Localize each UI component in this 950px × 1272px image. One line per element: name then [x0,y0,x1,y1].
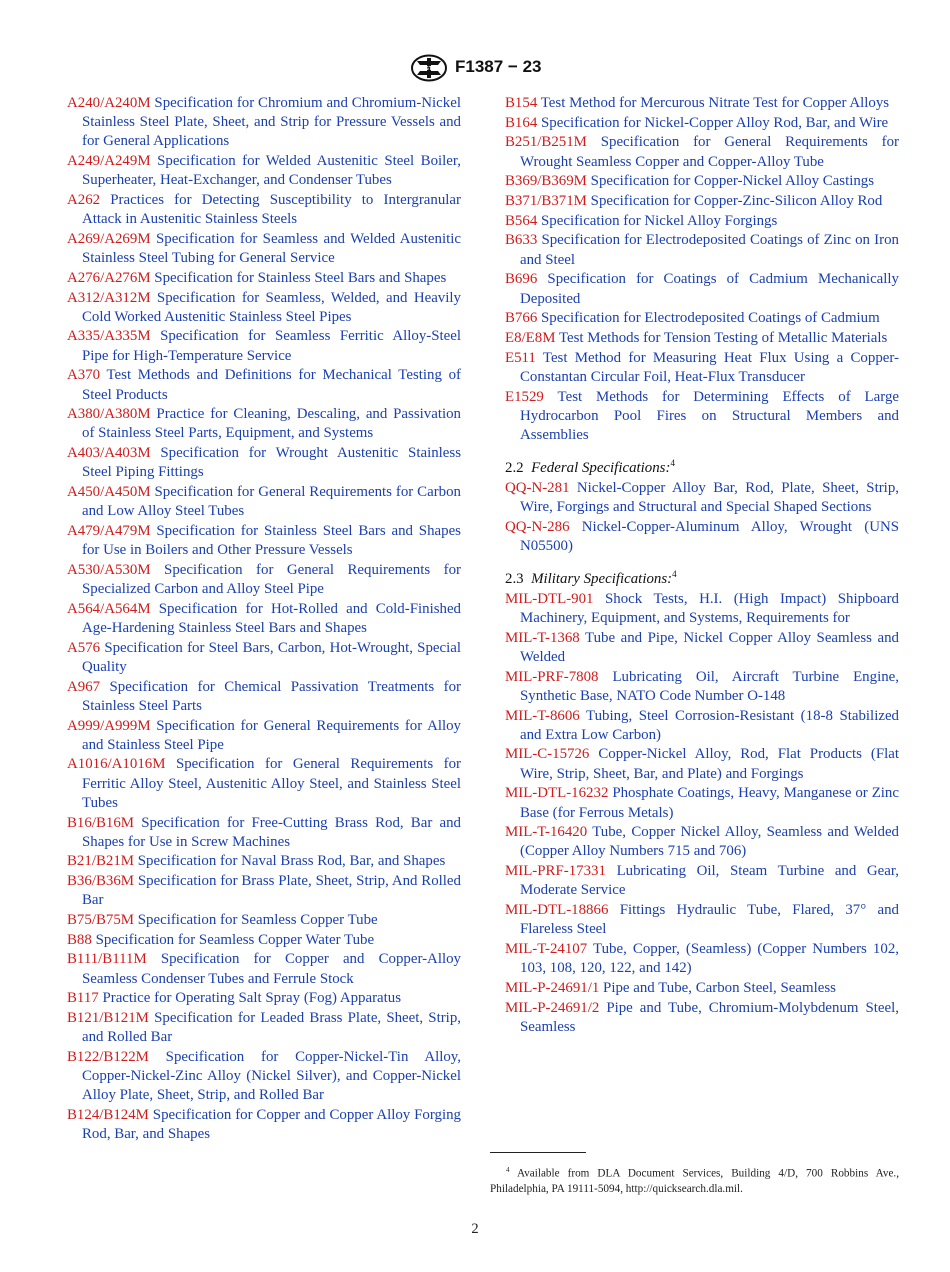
reference-code-link[interactable]: B369/B369M [505,173,587,190]
reference-item [67,289,461,327]
reference-title-link[interactable]: Specification for Electrodeposited Coatings of Zinc on Iron and Steel [520,232,899,268]
reference-item [67,269,461,288]
reference-item [505,707,899,745]
reference-title-link[interactable]: Test Method for Mercurous Nitrate Test for Copper Alloys [540,95,890,111]
reference-code-link[interactable]: MIL-T-8606 [505,707,580,724]
reference-code-link[interactable]: MIL-DTL-16232 [505,785,609,802]
reference-code-link[interactable]: B564 [505,212,538,229]
reference-code-link[interactable]: B75/B75M [67,912,135,929]
reference-item [505,94,899,113]
reference-code-link[interactable]: A999/A999M [67,717,151,734]
reference-title-link[interactable]: Specification for Chemical Passivation Treatments for Stainless Steel Parts [82,678,461,714]
reference-item [67,483,461,521]
reference-code-link[interactable]: QQ-N-286 [505,518,570,535]
reference-title-link[interactable]: Specification for Copper and Copper-Alloy Seamless Condenser Tubes and Ferrule Stock [82,951,461,987]
left-column [67,94,461,1145]
reference-code-link[interactable]: B122/B122M [67,1048,149,1065]
reference-code-link[interactable]: A530/A530M [67,561,151,578]
reference-list-astm-part2 [505,94,899,445]
reference-code-link[interactable]: MIL-T-1368 [505,629,580,646]
reference-code-link[interactable]: A1016/A1016M [67,756,166,773]
reference-code-link[interactable]: A312/A312M [67,289,151,306]
reference-code-link[interactable]: MIL-T-24107 [505,940,588,957]
footnote: $^4$ Available from DLA Document Services, Building 4/D, 700 Robbins Ave., Philadelphia, PA 19111-5094, http://quicksearch.dla.mil. [490,1166,899,1196]
reference-item [505,309,899,328]
reference-item [505,862,899,900]
reference-title-link[interactable]: Test Methods for Determining Effects of Large Hydrocarbon Pool Fires on Structural Members and Assemblies [520,388,899,443]
reference-title-link[interactable]: Test Method for Measuring Heat Flux Using a Copper-Constantan Circular Foil, Heat-Flux Transducer [520,349,899,385]
reference-title-link[interactable]: Specification for Electrodeposited Coatings of Cadmium [541,310,880,327]
reference-title-link[interactable]: Tubing, Steel Corrosion-Resistant (18-8 Stabilized and Extra Low Carbon) [520,707,899,743]
reference-item [505,668,899,706]
reference-code-link[interactable]: B111/B111M [67,951,147,968]
reference-item [505,823,899,861]
reference-code-link[interactable]: MIL-T-16420 [505,824,588,841]
reference-code-link[interactable]: MIL-DTL-18866 [505,902,609,919]
reference-item [505,629,899,667]
reference-code-link[interactable]: B36/B36M [67,873,135,890]
reference-item [505,940,899,978]
reference-title-link[interactable]: Specification for Free-Cutting Brass Rod, Bar and Shapes for Use in Screw Machines [82,814,461,850]
reference-item [505,979,899,998]
reference-code-link[interactable]: B124/B124M [67,1107,149,1124]
reference-item [505,901,899,939]
reference-code-link[interactable]: A380/A380M [67,406,151,423]
reference-item [505,172,899,191]
reference-item [505,784,899,822]
document-id: F1387 − 23 [455,57,542,76]
reference-code-link[interactable]: A576 [67,639,101,656]
reference-title-link[interactable]: Fittings Hydraulic Tube, Flared, 37° and Flareless Steel [520,902,899,938]
section-heading-military: 2.3 Military Specifications:$^4$ [505,569,677,588]
reference-code-link[interactable]: A262 [67,192,101,209]
reference-title-link[interactable]: Practice for Operating Salt Spray (Fog) Apparatus [102,990,402,1007]
reference-item [505,212,899,231]
reference-code-link[interactable]: B88 [67,931,92,948]
reference-title-link[interactable]: Specification for Nickel-Copper Alloy Rod, Bar, and Wire [541,114,889,131]
reference-item [505,590,899,628]
reference-item [67,872,461,910]
reference-title-link[interactable]: Specification for General Requirements for Alloy and Stainless Steel Pipe [82,717,461,753]
reference-title-link[interactable]: Specification for Stainless Steel Bars and Shapes [154,269,447,286]
reference-title-link[interactable]: Test Methods and Definitions for Mechanical Testing of Steel Products [82,367,461,403]
reference-title-link[interactable]: Pipe and Tube, Carbon Steel, Seamless [603,979,836,996]
reference-title-link[interactable]: Practice for Cleaning, Descaling, and Passivation of Stainless Steel Parts, Equipment, and Systems [82,406,461,442]
reference-code-link[interactable]: B121/B121M [67,1010,149,1027]
reference-item [67,755,461,813]
reference-code-link[interactable]: B251/B251M [505,134,587,151]
reference-code-link[interactable]: MIL-PRF-17331 [505,863,606,880]
reference-title-link[interactable]: Tube and Pipe, Nickel Copper Alloy Seamless and Welded [520,629,899,665]
reference-item [505,518,899,556]
reference-item [505,270,899,308]
reference-title-link[interactable]: Specification for Copper-Nickel Alloy Castings [590,173,875,190]
reference-code-link[interactable]: MIL-P-24691/2 [505,999,600,1016]
reference-code-link[interactable]: A240/A240M [67,95,151,111]
reference-item [67,1009,461,1047]
reference-title-link[interactable]: Shock Tests, H.I. (High Impact) Shipboard Machinery, Equipment, and Systems, Requirements for [520,590,899,627]
reference-code-link[interactable]: E511 [505,349,536,366]
reference-code-link[interactable]: MIL-C-15726 [505,746,590,763]
reference-item [67,327,461,365]
reference-title-link[interactable]: Specification for Seamless Copper Tube [137,912,378,929]
reference-code-link[interactable]: MIL-P-24691/1 [505,979,600,996]
reference-code-link[interactable]: B117 [67,990,99,1007]
reference-code-link[interactable]: A276/A276M [67,269,151,286]
reference-item [67,152,461,190]
svg-text:ASTM: ASTM [421,66,437,72]
reference-title-link[interactable]: Tube, Copper Nickel Alloy, Seamless and Welded (Copper Alloy Numbers 715 and 706) [520,824,899,860]
reference-title-link[interactable]: Specification for Copper-Nickel-Tin Alloy, Copper-Nickel-Zinc Alloy (Nickel Silver), and Copper-Nickel Alloy Plate, Sheet, Strip, and Rolled Bar [82,1048,461,1104]
reference-list-federal [505,479,899,556]
reference-title-link[interactable]: Pipe and Tube, Chromium-Molybdenum Steel, Seamless [520,999,899,1035]
reference-item [67,600,461,638]
reference-code-link[interactable]: A249/A249M [67,153,151,170]
reference-item [67,405,461,443]
reference-title-link[interactable]: Nickel-Copper Alloy Bar, Rod, Plate, Sheet, Strip, Wire, Forgings and Structural and Special Shaped Sections [520,479,899,516]
reference-title-link[interactable]: Specification for General Requirements for Carbon and Low Alloy Steel Tubes [82,484,461,520]
reference-code-link[interactable]: B696 [505,271,538,288]
reference-code-link[interactable]: E1529 [505,388,544,405]
reference-title-link[interactable]: Phosphate Coatings, Heavy, Manganese or Zinc Base (for Ferrous Metals) [520,785,899,821]
reference-item [505,479,899,517]
reference-code-link[interactable]: MIL-PRF-7808 [505,668,599,685]
reference-item [67,639,461,677]
reference-title-link[interactable]: Specification for General Requirements for Specialized Carbon and Alloy Steel Pipe [82,561,461,598]
reference-item [505,745,899,783]
reference-title-link[interactable]: Specification for Seamless, Welded, and Heavily Cold Worked Austenitic Stainless Steel Pipes [82,289,461,325]
reference-item [505,114,899,133]
reference-title-link[interactable]: Specification for Brass Plate, Sheet, Strip, And Rolled Bar [82,873,461,909]
section-heading-federal: 2.2 Federal Specifications:$^4$ [505,458,675,477]
reference-code-link[interactable]: A564/A564M [67,600,151,617]
reference-title-link[interactable]: Specification for Nickel Alloy Forgings [541,212,778,229]
reference-item [505,192,899,211]
reference-item [67,230,461,268]
reference-item [67,931,461,950]
reference-item [67,989,461,1008]
reference-title-link[interactable]: Nickel-Copper-Aluminum Alloy, Wrought (UNS N05500) [520,518,899,554]
reference-code-link[interactable]: A269/A269M [67,230,151,247]
reference-code-link[interactable]: A335/A335M [67,328,151,345]
reference-title-link[interactable]: Specification for Seamless Copper Water Tube [95,931,375,948]
reference-title-link[interactable]: Specification for Stainless Steel Bars and Shapes for Use in Boilers and Other Pressure Vessels [82,522,461,559]
reference-item [505,329,899,348]
reference-item [67,191,461,229]
reference-item [505,231,899,269]
footnote-divider [490,1152,586,1153]
reference-title-link[interactable]: Lubricating Oil, Aircraft Turbine Engine, Synthetic Base, NATO Code Number O-148 [520,668,899,704]
reference-item [505,133,899,171]
reference-title-link[interactable]: Specification for Wrought Austenitic Stainless Steel Piping Fittings [82,445,461,481]
reference-code-link[interactable]: MIL-DTL-901 [505,590,594,607]
reference-item [67,717,461,755]
reference-title-link[interactable]: Copper-Nickel Alloy, Rod, Flat Products (Flat Wire, Strip, Sheet, Bar, and Plate) and Forgings [520,746,899,782]
reference-code-link[interactable]: A403/A403M [67,445,151,462]
reference-title-link[interactable]: Practices for Detecting Susceptibility to Intergranular Attack in Austenitic Stainless Steels [82,192,461,228]
reference-item [67,366,461,404]
reference-item [67,911,461,930]
astm-logo-icon [410,54,448,82]
reference-item [67,1048,461,1106]
reference-title-link[interactable]: Specification for Chromium and Chromium-Nickel Stainless Steel Plate, Sheet, and Strip for Pressure Vessels and for General Applications [82,95,461,150]
reference-item [505,999,899,1037]
reference-title-link[interactable]: Tube, Copper, (Seamless) (Copper Numbers 102, 103, 108, 120, 122, and 142) [520,940,899,977]
page-number: 2 [471,1221,479,1237]
reference-code-link[interactable]: B164 [505,114,538,131]
reference-title-link[interactable]: Specification for Naval Brass Rod, Bar, and Shapes [137,853,446,870]
reference-title-link[interactable]: Lubricating Oil, Steam Turbine and Gear, Moderate Service [520,863,899,899]
reference-title-link[interactable]: Specification for Copper and Copper Alloy Forging Rod, Bar, and Shapes [82,1107,461,1143]
reference-code-link[interactable]: B21/B21M [67,853,135,870]
reference-title-link[interactable]: Specification for Seamless Ferritic Alloy-Steel Pipe for High-Temperature Service [82,328,462,364]
reference-title-link[interactable]: Specification for Welded Austenitic Steel Boiler, Superheater, Heat-Exchanger, and Condenser Tubes [82,153,461,189]
reference-list-astm-part1 [67,94,461,1144]
reference-item [67,522,461,560]
reference-code-link[interactable]: B766 [505,310,538,327]
reference-item [67,678,461,716]
reference-code-link[interactable]: B16/B16M [67,814,135,831]
reference-code-link[interactable]: A450/A450M [67,484,151,501]
reference-code-link[interactable]: B633 [505,232,538,249]
reference-title-link[interactable]: Specification for Coatings of Cadmium Mechanically Deposited [520,271,900,307]
reference-code-link[interactable]: A967 [67,678,101,695]
reference-code-link[interactable]: QQ-N-281 [505,479,570,496]
reference-title-link[interactable]: Specification for Steel Bars, Carbon, Hot-Wrought, Special Quality [82,639,461,675]
right-column [505,94,899,1037]
reference-code-link[interactable]: A370 [67,367,101,384]
reference-title-link[interactable]: Specification for Hot-Rolled and Cold-Finished Age-Hardening Stainless Steel Bars and Shapes [82,600,462,636]
reference-item [67,94,461,152]
reference-item [505,349,899,387]
reference-item [67,444,461,482]
reference-code-link[interactable]: B154 [505,95,538,111]
reference-item [67,950,461,988]
reference-title-link[interactable]: Specification for Seamless and Welded Austenitic Stainless Steel Tubing for General Service [82,230,461,267]
reference-title-link[interactable]: Specification for General Requirements for Ferritic Alloy Steel, Austenitic Alloy Steel, and Stainless Steel Tubes [82,756,461,811]
reference-title-link[interactable]: Specification for General Requirements for Wrought Seamless Copper and Copper-Alloy Tube [520,134,899,170]
reference-title-link[interactable]: Specification for Copper-Zinc-Silicon Alloy Rod [590,193,883,210]
reference-item [67,852,461,871]
reference-title-link[interactable]: Specification for Leaded Brass Plate, Sheet, Strip, and Rolled Bar [82,1010,461,1046]
reference-title-link[interactable]: Test Methods for Tension Testing of Metallic Materials [558,329,888,346]
reference-code-link[interactable]: B371/B371M [505,193,587,210]
reference-item [67,814,461,852]
page-header [0,54,950,84]
reference-code-link[interactable]: E8/E8M [505,329,556,346]
reference-item [67,561,461,599]
reference-code-link[interactable]: A479/A479M [67,522,151,539]
reference-item [67,1106,461,1144]
reference-item [505,388,899,446]
reference-list-military [505,590,899,1037]
